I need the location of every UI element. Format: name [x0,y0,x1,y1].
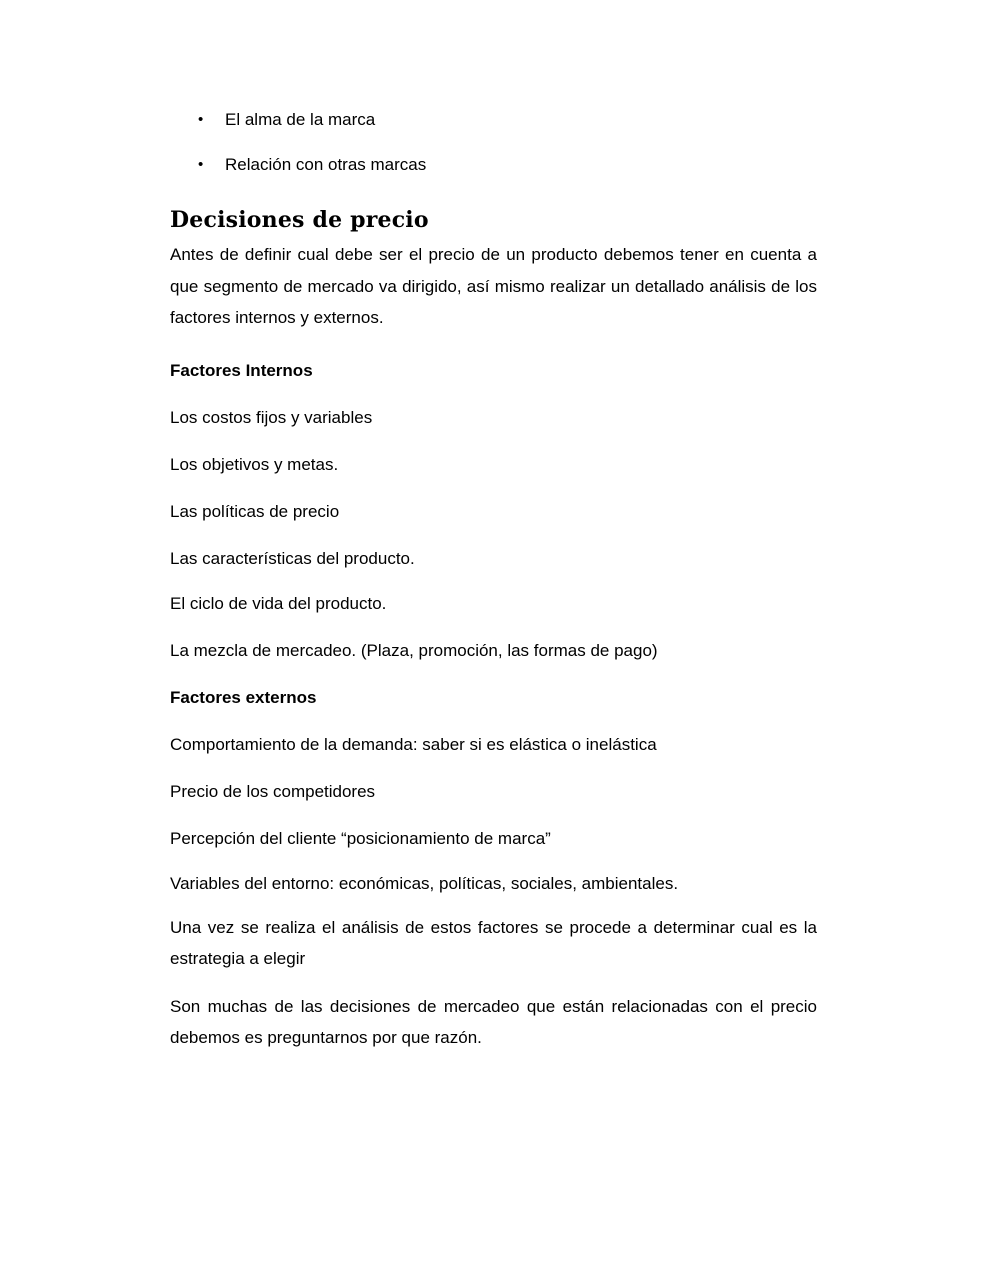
internal-factor-item: La mezcla de mercadeo. (Plaza, promoción, las formas de pago) [170,640,658,660]
internal-factors-heading: Factores Internos [170,360,313,380]
bullet-text: El alma de la marca [225,110,376,129]
internal-factor-item: Los costos fijos y variables [170,407,373,427]
external-factor-item: Precio de los competidores [170,781,376,801]
closing-paragraph: Una vez se realiza el análisis de estos factores se procede a determinar cual es la estrategia a elegir [170,917,817,968]
internal-factor-item: Las características del producto. [170,548,415,568]
bullet-text: Relación con otras marcas [225,155,427,174]
bullet-list [198,108,426,198]
closing-paragraph: Son muchas de las decisiones de mercadeo que están relacionadas con el precio debemos es preguntarnos por que razón. [170,996,817,1047]
internal-factor-item: Los objetivos y metas. [170,454,339,474]
external-factor-item: Percepción del cliente “posicionamiento de marca” [170,828,551,848]
external-factor-item: Variables del entorno: económicas, políticas, sociales, ambientales. [170,873,679,893]
bullet-icon: • [198,111,204,128]
intro-paragraph: Antes de definir cual debe ser el precio de un producto debemos tener en cuenta a que segmento de mercado va dirigido, así mismo realizar un detallado análisis de los factores internos y externos. [170,245,817,327]
section-title: Decisiones de precio [170,207,429,233]
list-item [198,108,426,153]
external-factors-heading: Factores externos [170,687,317,707]
list-item [198,153,426,198]
internal-factor-item: El ciclo de vida del producto. [170,593,387,613]
bullet-icon: • [198,156,204,173]
external-factor-item: Comportamiento de la demanda: saber si es elástica o inelástica [170,734,657,754]
internal-factor-item: Las políticas de precio [170,501,340,521]
main-content [170,204,817,1054]
